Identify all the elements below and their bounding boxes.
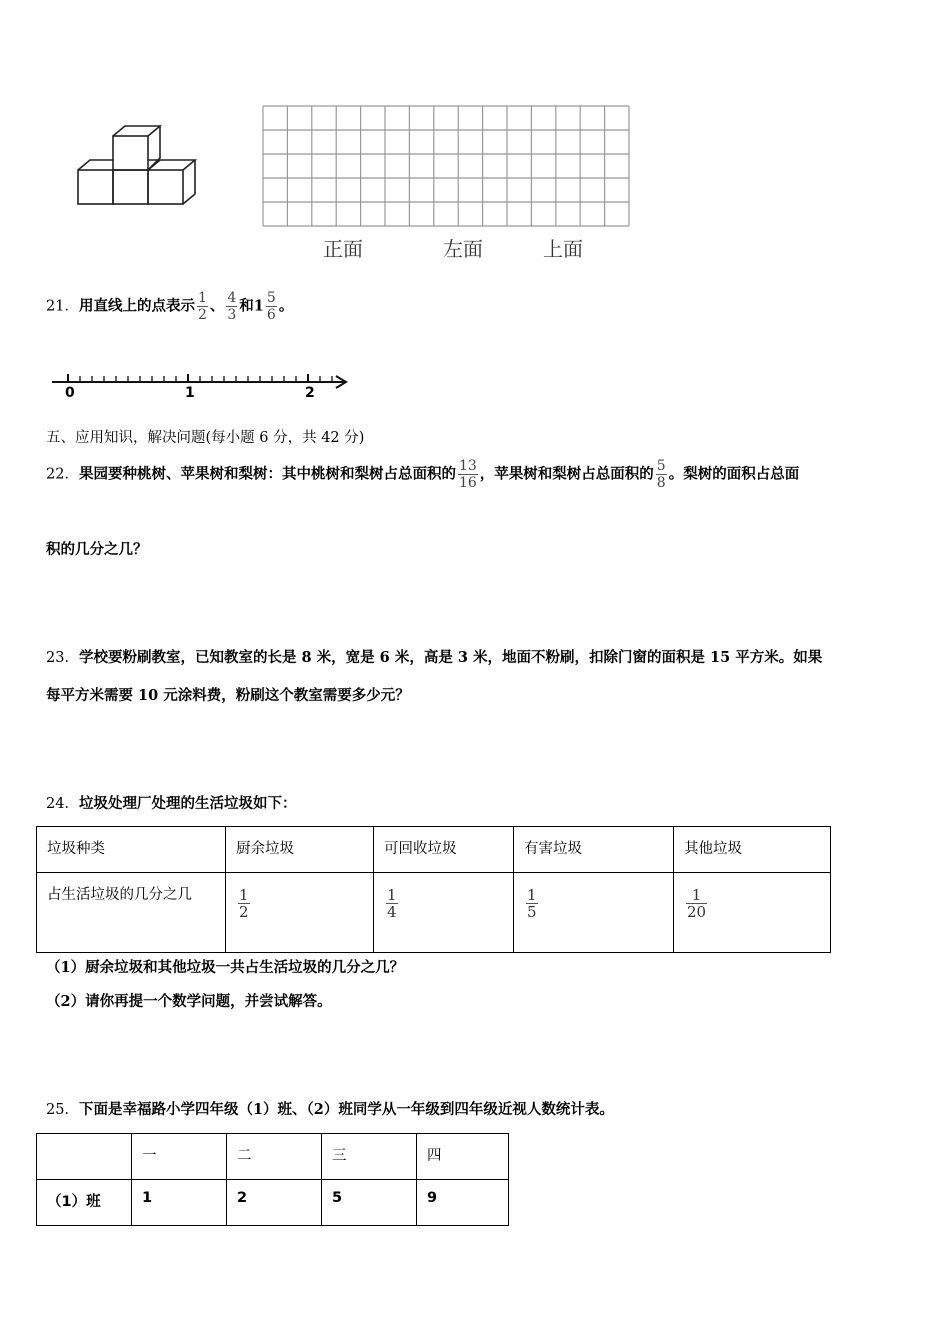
table-header: 二 [227, 1134, 322, 1180]
table-header [37, 1134, 132, 1180]
period: 。 [278, 297, 294, 315]
question-22-line2: 积的几分之几？ [46, 541, 148, 558]
whole-number: 1 [253, 297, 264, 315]
table-header: 一 [132, 1134, 227, 1180]
table-cell: 2 [227, 1180, 322, 1226]
fraction: $\frac{1}{2}$ [197, 290, 207, 323]
separator: 、 [209, 297, 225, 315]
question-text: 学校要粉刷教室，已知教室的长是 8 米，宽是 6 米，高是 3 米，地面不粉刷，扣除门窗的面积是 15 平方米。如果 [78, 649, 823, 666]
question-number: 22． [46, 466, 79, 483]
fraction: $\frac{1}{4}$ [387, 886, 397, 921]
question-24-sub2: （2）请你再提一个数学问题，并尝试解答。 [46, 993, 332, 1010]
separator: 和 [239, 297, 254, 315]
question-21 [46, 290, 293, 323]
question-text: 。梨树的面积占总面 [668, 465, 800, 483]
question-text: ，苹果树和梨树占总面积的 [479, 465, 654, 483]
section-title: 五、应用知识，解决问题(每小题 6 分，共 42 分) [46, 430, 365, 446]
table-cell [226, 873, 374, 953]
number-line-label-2: 2 [305, 385, 315, 401]
myopia-table [36, 1133, 509, 1226]
fraction: $\frac{5}{8}$ [656, 458, 666, 491]
table-header: 厨余垃圾 [226, 827, 374, 873]
question-23 [46, 648, 822, 668]
question-22 [46, 458, 799, 491]
table-header: 其他垃圾 [674, 827, 831, 873]
question-number: 23． [46, 650, 79, 666]
table-header: 四 [417, 1134, 509, 1180]
front-view-label: 正面 [323, 237, 363, 261]
fraction: $\frac{13}{16}$ [458, 458, 477, 491]
table-row-label: （1）班 [37, 1180, 132, 1226]
question-25 [46, 1100, 614, 1120]
left-view-label: 左面 [443, 237, 483, 261]
table-cell [514, 873, 674, 953]
table-cell: 5 [322, 1180, 417, 1226]
top-view-label: 上面 [543, 237, 583, 261]
table-header: 有害垃圾 [514, 827, 674, 873]
fraction: $\frac{1}{5}$ [527, 886, 537, 921]
question-number: 25． [46, 1102, 79, 1118]
number-line-label-0: 0 [65, 385, 75, 401]
question-number: 24． [46, 796, 79, 812]
table-cell [374, 873, 514, 953]
fraction: $\frac{5}{6}$ [266, 290, 276, 323]
fraction: $\frac{1}{20}$ [687, 886, 707, 921]
table-header: 垃圾种类 [37, 827, 226, 873]
question-text: 用直线上的点表示 [78, 297, 195, 315]
table-row-label: 占生活垃圾的几分之几 [37, 873, 226, 953]
fraction: $\frac{1}{2}$ [239, 886, 249, 921]
question-23-line2: 每平方米需要 10 元涂料费，粉刷这个教室需要多少元？ [46, 687, 410, 704]
table-cell [674, 873, 831, 953]
view-grid [262, 105, 630, 229]
fraction: $\frac{4}{3}$ [227, 290, 237, 323]
question-24-sub1: （1）厨余垃圾和其他垃圾一共占生活垃圾的几分之几？ [46, 959, 405, 976]
question-number: 21． [46, 298, 79, 315]
table-cell: 1 [132, 1180, 227, 1226]
question-text: 垃圾处理厂处理的生活垃圾如下： [78, 795, 297, 812]
question-text: 下面是幸福路小学四年级（1）班、（2）班同学从一年级到四年级近视人数统计表。 [78, 1101, 614, 1118]
table-cell: 9 [417, 1180, 509, 1226]
table-header: 可回收垃圾 [374, 827, 514, 873]
number-line-label-1: 1 [185, 385, 195, 401]
garbage-table [36, 826, 831, 953]
question-24 [46, 794, 296, 814]
table-header: 三 [322, 1134, 417, 1180]
question-text: 果园要种桃树、苹果树和梨树：其中桃树和梨树占总面积的 [78, 465, 456, 483]
cube-solid-figure [70, 118, 205, 213]
